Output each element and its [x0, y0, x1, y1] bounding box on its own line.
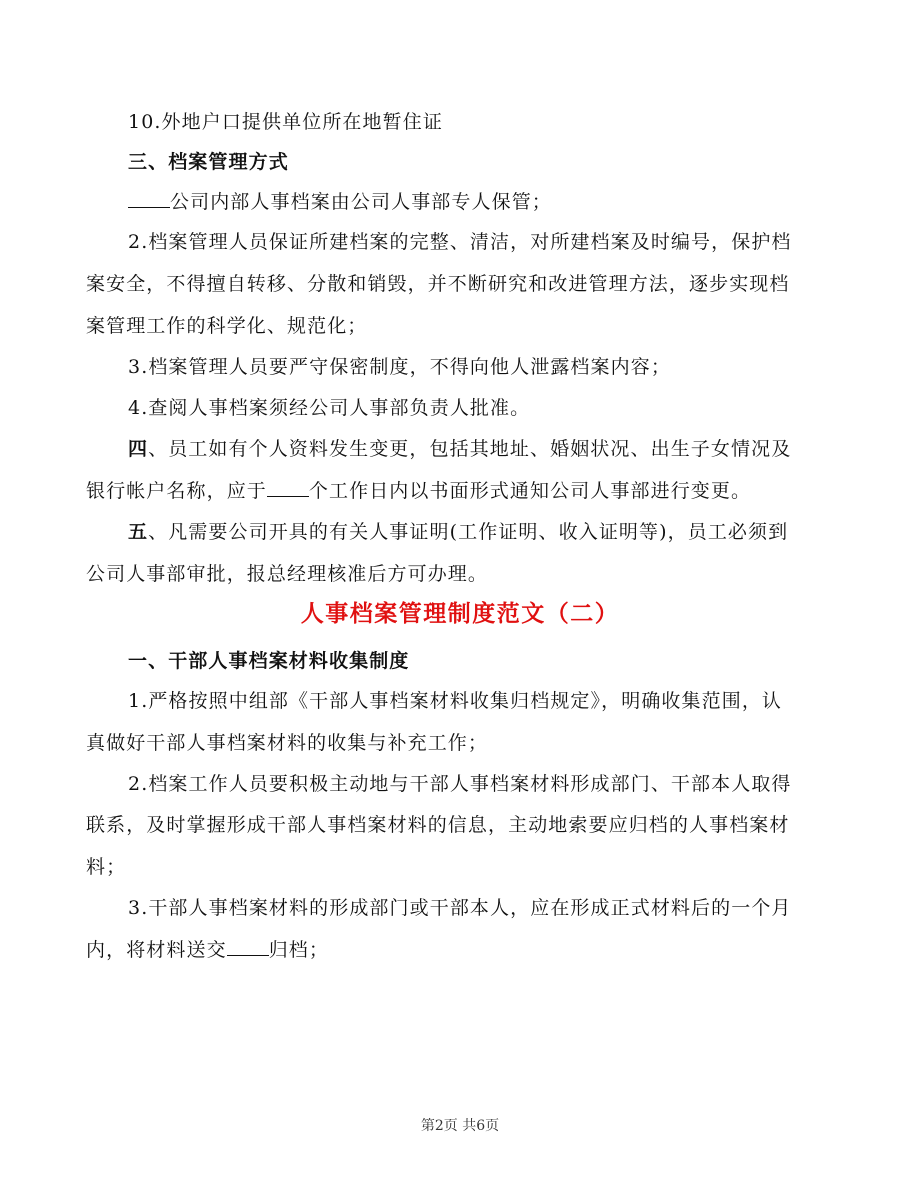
paragraph-line: 4.查阅人事档案须经公司人事部负责人批准。: [128, 397, 531, 419]
text-span: 银行帐户名称，应于: [86, 480, 267, 502]
section-5-lead: 五: [128, 521, 149, 543]
text-span: 归档；: [268, 939, 330, 961]
section-4-lead: 四: [128, 438, 149, 460]
paragraph-line: 3.干部人事档案材料的形成部门或干部本人，应在形成正式材料后的一个月: [128, 897, 792, 919]
paragraph-line: [86, 937, 836, 963]
paragraph-line: 料；: [86, 856, 127, 878]
paragraph-line: [128, 109, 836, 135]
section-4-text: 、员工如有个人资料发生变更，包括其地址、婚姻状况、出生子女情况及: [148, 438, 792, 460]
fill-blank: [267, 478, 309, 497]
paragraph-line: 3.档案管理人员要严守保密制度，不得向他人泄露档案内容；: [128, 356, 671, 378]
item-1-text: 公司内部人事档案由公司人事部专人保管；: [170, 191, 552, 213]
text-span: 内，将材料送交: [86, 939, 227, 961]
paragraph-line: [128, 189, 836, 215]
paragraph-line: 1.严格按照中组部《干部人事档案材料收集归档规定》，明确收集范围，认: [128, 690, 783, 712]
section-5-text: 、凡需要公司开具的有关人事证明(工作证明、收入证明等)，员工必须到: [148, 521, 789, 543]
section-heading-1: 一、干部人事档案材料收集制度: [128, 650, 410, 672]
paragraph-line: 案管理工作的科学化、规范化；: [86, 315, 368, 337]
paragraph-line: 公司人事部审批，报总经理核准后方可办理。: [86, 563, 489, 585]
paragraph-line: [128, 519, 836, 545]
text-span: 个工作日内以书面形式通知公司人事部进行变更。: [308, 480, 752, 502]
paragraph-line: [128, 436, 836, 462]
document-title: 人事档案管理制度范文（二）: [300, 600, 620, 627]
item-10-text: 10.外地户口提供单位所在地暂住证: [128, 111, 443, 133]
paragraph-line: 联系，及时掌握形成干部人事档案材料的信息，主动地索要应归档的人事档案材: [86, 814, 790, 836]
section-heading-3: 三、档案管理方式: [128, 151, 289, 173]
fill-blank: [128, 189, 170, 208]
paragraph-line: [86, 478, 836, 504]
paragraph-line: 案安全，不得擅自转移、分散和销毁，并不断研究和改进管理方法，逐步实现档: [86, 273, 790, 295]
fill-blank: [227, 937, 269, 956]
paragraph-line: 真做好干部人事档案材料的收集与补充工作；: [86, 732, 489, 754]
paragraph-line: 2.档案工作人员要积极主动地与干部人事档案材料形成部门、干部本人取得: [128, 773, 792, 795]
page-footer: 第2页 共6页: [420, 1118, 500, 1134]
paragraph-line: 2.档案管理人员保证所建档案的完整、清洁，对所建档案及时编号，保护档: [128, 231, 792, 253]
